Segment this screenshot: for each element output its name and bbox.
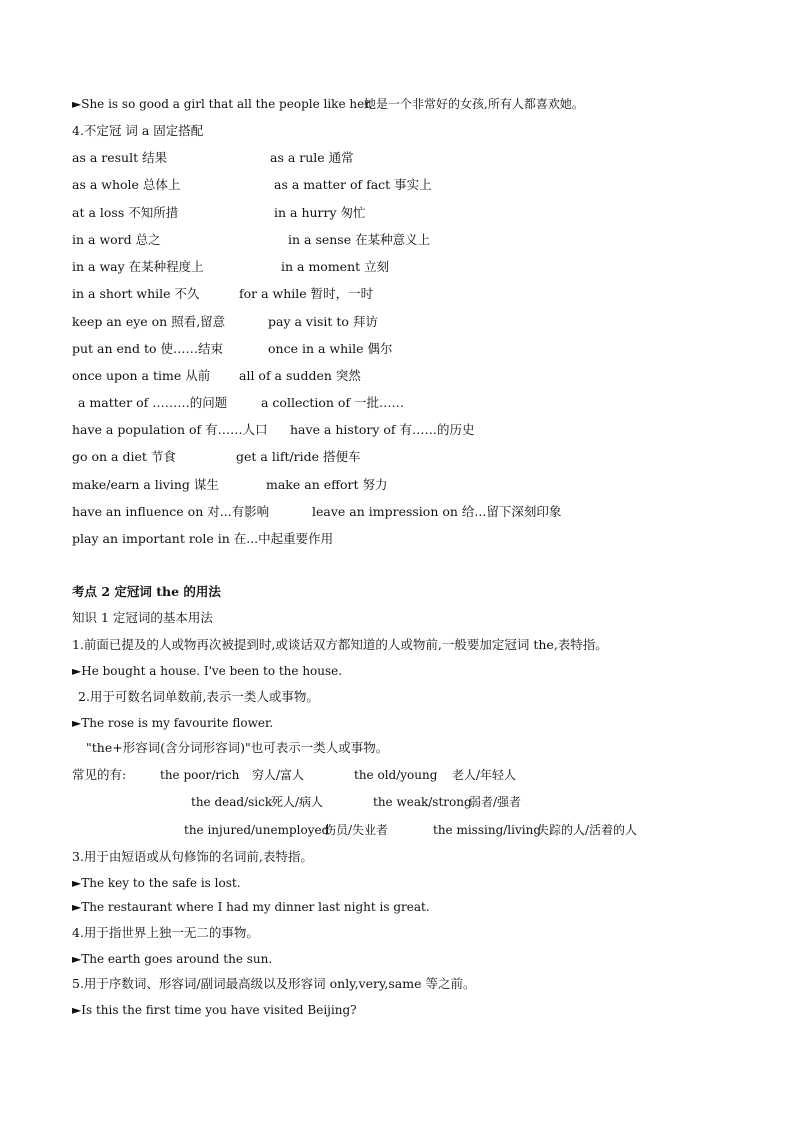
common-item-en: the injured/unemployed: [184, 823, 330, 837]
phrase-left: play an important role in 在...中起重要作用: [72, 531, 334, 546]
phrase-left: once upon a time 从前: [72, 368, 211, 383]
example-3a: ►The key to the safe is lost.: [72, 876, 241, 890]
common-label: 常见的有:: [72, 767, 127, 782]
phrase-left: have an influence on 对...有影响: [72, 504, 270, 519]
phrase-right: pay a visit to 拜访: [268, 314, 378, 329]
phrase-left: as a whole 总体上: [72, 177, 181, 192]
rule-2: 2.用于可数名词单数前,表示一类人或事物。: [78, 689, 319, 704]
phrase-right: a collection of 一批……: [261, 395, 405, 410]
kaodian2-title: 考点 2 定冠词 the 的用法: [72, 584, 221, 599]
common-item: [191, 794, 324, 810]
phrase-right: for a while 暂时，一时: [239, 286, 374, 301]
common-item-en: the poor/rich: [160, 768, 240, 782]
common-item: [184, 822, 389, 838]
example-4: ►The earth goes around the sun.: [72, 952, 273, 966]
phrase-right: in a moment 立刻: [281, 259, 390, 274]
phrase-right: as a matter of fact 事实上: [274, 177, 432, 192]
intro-example-zh: 她是一个非常好的女孩,所有人都喜欢她。: [364, 97, 584, 111]
example-2: ►The rose is my favourite flower.: [72, 716, 274, 730]
the-adjective-note: "the+形容词(含分词形容词)"也可表示一类人或事物。: [86, 740, 389, 755]
rule-5: 5.用于序数词、形容词/副词最高级以及形容词 only,very,same 等之前。: [72, 976, 476, 991]
phrase-right: make an effort 努力: [266, 477, 388, 492]
phrase-left: in a way 在某种程度上: [72, 259, 204, 274]
phrase-left: put an end to 使……结束: [72, 341, 223, 356]
phrase-left: keep an eye on 照看,留意: [72, 314, 226, 329]
common-item-zh: 老人/年轻人: [452, 768, 517, 782]
common-item-zh: 伤员/失业者: [324, 823, 389, 837]
zhishi1-heading: 知识 1 定冠词的基本用法: [72, 610, 213, 625]
phrase-right: as a rule 通常: [270, 150, 354, 165]
phrase-left: in a short while 不久: [72, 286, 200, 301]
phrase-right: all of a sudden 突然: [239, 368, 361, 383]
rule-4: 4.用于指世界上独一无二的事物。: [72, 925, 259, 940]
common-item: [433, 822, 638, 838]
phrase-left: go on a diet 节食: [72, 449, 176, 464]
phrase-left: have a population of 有……人口: [72, 422, 268, 437]
common-item-en: the missing/living: [433, 823, 541, 837]
example-3b: ►The restaurant where I had my dinner last night is great.: [72, 900, 430, 914]
phrase-right: once in a while 偶尔: [268, 341, 393, 356]
example-5: ►Is this the first time you have visited Beijing?: [72, 1003, 357, 1017]
phrase-right: leave an impression on 给...留下深刻印象: [312, 504, 562, 519]
common-item-zh: 失踪的人/活着的人: [537, 823, 638, 837]
phrase-left: in a word 总之: [72, 232, 161, 247]
common-item-zh: 弱者/强者: [469, 795, 522, 809]
phrase-right: in a sense 在某种意义上: [288, 232, 431, 247]
rule-3: 3.用于由短语或从句修饰的名词前,表特指。: [72, 849, 313, 864]
intro-example: [72, 96, 584, 112]
phrase-left: a matter of ………的问题: [78, 395, 228, 410]
phrase-left: as a result 结果: [72, 150, 168, 165]
section4-title: 4.不定冠 词 a 固定搭配: [72, 123, 204, 138]
common-item: [160, 767, 305, 783]
common-item-zh: 穷人/富人: [252, 768, 305, 782]
phrase-right: get a lift/ride 搭便车: [236, 449, 361, 464]
common-item: [373, 794, 522, 810]
common-item-en: the dead/sick: [191, 795, 273, 809]
phrase-right: have a history of 有……的历史: [290, 422, 475, 437]
phrase-left: at a loss 不知所措: [72, 205, 179, 220]
rule-1: 1.前面已提及的人或物再次被提到时,或谈话双方都知道的人或物前,一般要加定冠词 the,表特指。: [72, 637, 608, 652]
intro-example-en: ►She is so good a girl that all the people like her.: [72, 97, 373, 111]
phrase-right: in a hurry 匆忙: [274, 205, 366, 220]
example-1: ►He bought a house. I've been to the house.: [72, 664, 343, 678]
common-item-zh: 死人/病人: [271, 795, 324, 809]
common-item-en: the weak/strong: [373, 795, 472, 809]
phrase-left: make/earn a living 谋生: [72, 477, 219, 492]
common-item: [354, 767, 517, 783]
common-item-en: the old/young: [354, 768, 438, 782]
